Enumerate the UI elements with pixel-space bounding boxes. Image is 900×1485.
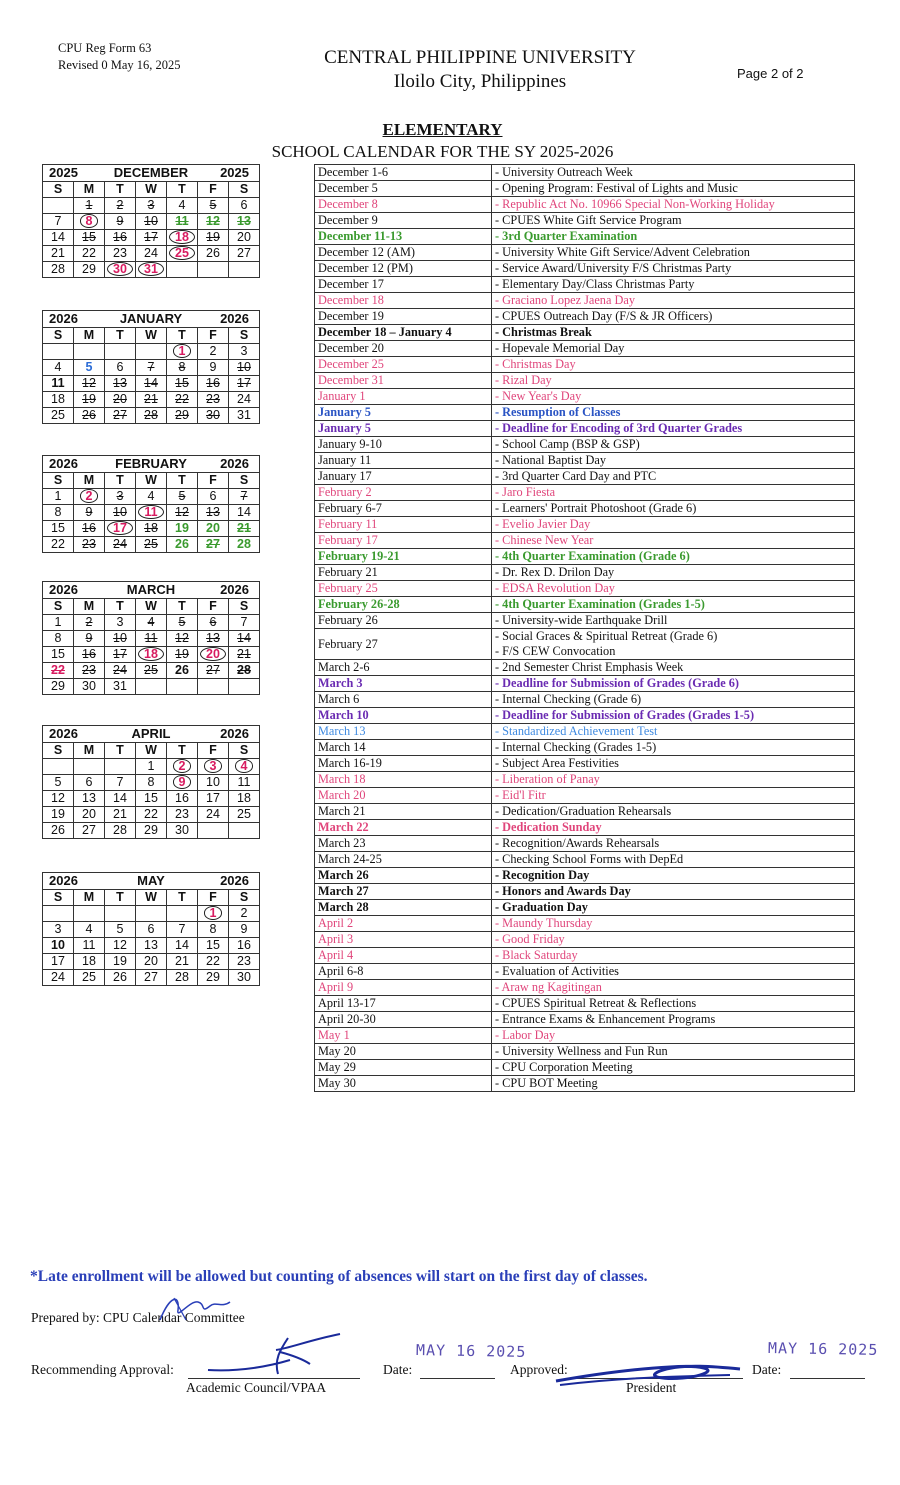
event-description: - Internal Checking (Grade 6) — [492, 692, 855, 708]
event-date: April 6-8 — [315, 964, 492, 980]
event-row — [315, 197, 855, 213]
event-description: - Standardized Achievement Test — [492, 724, 855, 740]
event-date: May 1 — [315, 1028, 492, 1044]
event-row — [315, 788, 855, 804]
event-row — [315, 868, 855, 884]
event-description: - 4th Quarter Examination (Grade 6) — [492, 549, 855, 565]
event-description: - Resumption of Classes — [492, 405, 855, 421]
event-description: - 3rd Quarter Examination — [492, 229, 855, 245]
received-stamp-2: MAY 16 2025 — [767, 1339, 879, 1359]
event-date: December 12 (PM) — [315, 261, 492, 277]
event-row — [315, 948, 855, 964]
late-enrollment-note: *Late enrollment will be allowed but counting of absences will start on the first day of classes. — [30, 1268, 648, 1285]
event-description: - University Outreach Week — [492, 165, 855, 181]
event-date: February 26 — [315, 613, 492, 629]
level-title: ELEMENTARY — [382, 120, 503, 139]
event-date: December 12 (AM) — [315, 245, 492, 261]
event-date: January 17 — [315, 469, 492, 485]
event-date: January 9-10 — [315, 437, 492, 453]
event-description: - Opening Program: Festival of Lights and Music — [492, 181, 855, 197]
event-row — [315, 613, 855, 629]
event-description: - Eid'l Fitr — [492, 788, 855, 804]
date-label-1: Date: — [383, 1362, 413, 1377]
event-description: - Good Friday — [492, 932, 855, 948]
event-row — [315, 581, 855, 597]
event-description: - Graciano Lopez Jaena Day — [492, 293, 855, 309]
event-description: - Evaluation of Activities — [492, 964, 855, 980]
event-date: December 31 — [315, 373, 492, 389]
event-row — [315, 373, 855, 389]
event-description: - 4th Quarter Examination (Grades 1-5) — [492, 597, 855, 613]
event-description: - Maundy Thursday — [492, 916, 855, 932]
event-description: - Graduation Day — [492, 900, 855, 916]
event-row — [315, 820, 855, 836]
event-description: - Chinese New Year — [492, 533, 855, 549]
event-date: January 1 — [315, 389, 492, 405]
event-row — [315, 341, 855, 357]
event-date: March 10 — [315, 708, 492, 724]
event-row — [315, 597, 855, 613]
mini-calendar-december: 2025 DECEMBER 2025 S M T W T F S 1 2 3 4 5 6 7 8 9 10 11 12 13 14 15 16 17 18 19 20 21 22 23 24 25 26 27 28 29 30 31 — [42, 164, 260, 278]
date-label-2: Date: — [752, 1362, 782, 1377]
form-identifier — [58, 40, 181, 74]
event-description: - Dedication Sunday — [492, 820, 855, 836]
event-date: January 11 — [315, 453, 492, 469]
event-description: - Recognition Day — [492, 868, 855, 884]
event-description: - University White Gift Service/Advent Celebration — [492, 245, 855, 261]
event-date: February 19-21 — [315, 549, 492, 565]
event-description: - Araw ng Kagitingan — [492, 980, 855, 996]
form-number: CPU Reg Form 63 — [58, 41, 152, 55]
event-description: - Hopevale Memorial Day — [492, 341, 855, 357]
event-row — [315, 629, 855, 660]
event-date: April 13-17 — [315, 996, 492, 1012]
event-row — [315, 565, 855, 581]
event-date: May 30 — [315, 1076, 492, 1092]
event-date: December 25 — [315, 357, 492, 373]
event-description: - Jaro Fiesta — [492, 485, 855, 501]
university-city: Iloilo City, Philippines — [393, 71, 567, 92]
event-row — [315, 213, 855, 229]
event-date: March 27 — [315, 884, 492, 900]
event-description: - EDSA Revolution Day — [492, 581, 855, 597]
mini-calendar-may: 2026 MAY 2026 S M T W T F S 1 2 3 4 5 6 7 8 9 10 11 12 13 14 15 16 17 18 19 20 21 22 23 24 25 26 27 28 29 30 — [42, 872, 260, 986]
event-description: - University Wellness and Fun Run — [492, 1044, 855, 1060]
event-date: February 27 — [315, 629, 492, 660]
event-description: - Evelio Javier Day — [492, 517, 855, 533]
prepared-by: Prepared by: CPU Calendar Committee — [31, 1310, 245, 1325]
event-row — [315, 708, 855, 724]
event-description: - Checking School Forms with DepEd — [492, 852, 855, 868]
event-row — [315, 229, 855, 245]
event-date: March 26 — [315, 868, 492, 884]
event-description: - Republic Act No. 10966 Special Non-Working Holiday — [492, 197, 855, 213]
event-row — [315, 437, 855, 453]
event-row — [315, 517, 855, 533]
event-date: February 6-7 — [315, 501, 492, 517]
event-description: - Deadline for Submission of Grades (Grades 1-5) — [492, 708, 855, 724]
event-row — [315, 293, 855, 309]
event-row — [315, 660, 855, 676]
event-row — [315, 1076, 855, 1092]
event-date: March 3 — [315, 676, 492, 692]
event-description: - Deadline for Encoding of 3rd Quarter Grades — [492, 421, 855, 437]
event-date: March 22 — [315, 820, 492, 836]
event-description: - Deadline for Submission of Grades (Grade 6) — [492, 676, 855, 692]
event-row — [315, 421, 855, 437]
university-name: CENTRAL PHILIPPINE UNIVERSITY — [324, 47, 636, 68]
event-description: - School Camp (BSP & GSP) — [492, 437, 855, 453]
event-row — [315, 676, 855, 692]
university-block — [300, 46, 660, 94]
event-date: February 17 — [315, 533, 492, 549]
event-row — [315, 804, 855, 820]
recommending-title: Academic Council/VPAA — [186, 1380, 327, 1395]
event-description: - Liberation of Panay — [492, 772, 855, 788]
event-row — [315, 501, 855, 517]
event-description: - Rizal Day — [492, 373, 855, 389]
event-date: March 23 — [315, 836, 492, 852]
event-date: March 20 — [315, 788, 492, 804]
event-description: - University-wide Earthquake Drill — [492, 613, 855, 629]
event-row — [315, 325, 855, 341]
event-row — [315, 916, 855, 932]
event-row — [315, 485, 855, 501]
event-row — [315, 261, 855, 277]
event-row — [315, 1028, 855, 1044]
president-title: President — [626, 1380, 677, 1395]
event-description: - Service Award/University F/S Christmas Party — [492, 261, 855, 277]
approved-label: Approved: — [510, 1362, 568, 1377]
event-date: May 29 — [315, 1060, 492, 1076]
event-description: - Internal Checking (Grades 1-5) — [492, 740, 855, 756]
event-row — [315, 165, 855, 181]
event-date: December 17 — [315, 277, 492, 293]
event-row — [315, 357, 855, 373]
event-date: February 2 — [315, 485, 492, 501]
event-date: December 19 — [315, 309, 492, 325]
event-date: January 5 — [315, 421, 492, 437]
received-stamp-1: MAY 16 2025 — [415, 1341, 527, 1361]
event-row — [315, 405, 855, 421]
event-description: - CPUES Spiritual Retreat & Reflections — [492, 996, 855, 1012]
event-row — [315, 389, 855, 405]
event-description: - CPUES White Gift Service Program — [492, 213, 855, 229]
event-row — [315, 980, 855, 996]
event-row — [315, 836, 855, 852]
event-description: - Honors and Awards Day — [492, 884, 855, 900]
event-date: March 14 — [315, 740, 492, 756]
event-description: - Christmas Day — [492, 357, 855, 373]
event-row — [315, 469, 855, 485]
event-date: March 16-19 — [315, 756, 492, 772]
event-description: - Christmas Break — [492, 325, 855, 341]
date-line-2 — [790, 1378, 865, 1379]
event-description: - CPU Corporation Meeting — [492, 1060, 855, 1076]
event-description: - New Year's Day — [492, 389, 855, 405]
event-date: December 18 – January 4 — [315, 325, 492, 341]
event-row — [315, 245, 855, 261]
event-row — [315, 1012, 855, 1028]
event-row — [315, 549, 855, 565]
event-date: December 8 — [315, 197, 492, 213]
event-date: April 2 — [315, 916, 492, 932]
event-row — [315, 900, 855, 916]
event-row — [315, 181, 855, 197]
event-description: - 2nd Semester Christ Emphasis Week — [492, 660, 855, 676]
event-date: March 28 — [315, 900, 492, 916]
event-row — [315, 1044, 855, 1060]
event-line: - Social Graces & Spiritual Retreat (Grade 6) — [495, 629, 718, 643]
event-description: - Dedication/Graduation Rehearsals — [492, 804, 855, 820]
event-date: December 18 — [315, 293, 492, 309]
committee-signature — [150, 1290, 240, 1326]
event-description: - Entrance Exams & Enhancement Programs — [492, 1012, 855, 1028]
event-description: - Black Saturday — [492, 948, 855, 964]
event-row — [315, 453, 855, 469]
event-date: February 21 — [315, 565, 492, 581]
event-date: December 11-13 — [315, 229, 492, 245]
president-signature — [550, 1355, 750, 1390]
event-row — [315, 692, 855, 708]
event-row — [315, 277, 855, 293]
event-date: January 5 — [315, 405, 492, 421]
mini-calendar-april: 2026 APRIL 2026 S M T W T F S 1 2 3 4 5 6 7 8 9 10 11 12 13 14 15 16 17 18 19 20 21 22 23 24 25 26 27 28 29 30 — [42, 725, 260, 839]
event-row — [315, 533, 855, 549]
mini-calendar-march: 2026 MARCH 2026 S M T W T F S 1 2 3 4 5 6 7 8 9 10 11 12 13 14 15 16 17 18 19 20 21 22 23 24 25 26 27 28 29 30 31 — [42, 581, 260, 695]
event-description: - National Baptist Day — [492, 453, 855, 469]
event-description: - CPU BOT Meeting — [492, 1076, 855, 1092]
event-date: December 1-6 — [315, 165, 492, 181]
event-date: March 6 — [315, 692, 492, 708]
event-date: February 11 — [315, 517, 492, 533]
event-date: March 2-6 — [315, 660, 492, 676]
event-description: - Labor Day — [492, 1028, 855, 1044]
event-description: - 3rd Quarter Card Day and PTC — [492, 469, 855, 485]
event-row — [315, 1060, 855, 1076]
event-row — [315, 964, 855, 980]
event-row — [315, 884, 855, 900]
event-row — [315, 852, 855, 868]
event-description: - Subject Area Festivities — [492, 756, 855, 772]
event-description: - Elementary Day/Class Christmas Party — [492, 277, 855, 293]
event-row — [315, 932, 855, 948]
event-row — [315, 724, 855, 740]
event-row — [315, 772, 855, 788]
event-description — [492, 629, 855, 660]
event-date: February 26-28 — [315, 597, 492, 613]
event-date: April 4 — [315, 948, 492, 964]
mini-calendar-february: 2026 FEBRUARY 2026 S M T W T F S 1 2 3 4 5 6 7 8 9 10 11 12 13 14 15 16 17 18 19 20 21 22 23 24 25 26 27 28 — [42, 455, 260, 553]
event-date: February 25 — [315, 581, 492, 597]
event-description: - Dr. Rex D. Drilon Day — [492, 565, 855, 581]
event-row — [315, 996, 855, 1012]
vpaa-signature — [200, 1330, 350, 1380]
event-description: - Recognition/Awards Rehearsals — [492, 836, 855, 852]
event-date: April 20-30 — [315, 1012, 492, 1028]
event-date: March 24-25 — [315, 852, 492, 868]
mini-calendar-january: 2026 JANUARY 2026 S M T W T F S 1 2 3 4 5 6 7 8 9 10 11 12 13 14 15 16 17 18 19 20 21 22 23 24 25 26 27 28 29 30 31 — [42, 310, 260, 424]
date-line-1 — [420, 1378, 495, 1379]
event-row — [315, 740, 855, 756]
event-date: December 20 — [315, 341, 492, 357]
event-row — [315, 756, 855, 772]
event-line: - F/S CEW Convocation — [495, 644, 616, 658]
event-date: March 13 — [315, 724, 492, 740]
events-table — [314, 164, 855, 1092]
revision-date: Revised 0 May 16, 2025 — [58, 58, 181, 72]
event-date: May 20 — [315, 1044, 492, 1060]
event-date: March 21 — [315, 804, 492, 820]
event-description: - Learners' Portrait Photoshoot (Grade 6) — [492, 501, 855, 517]
event-row — [315, 309, 855, 325]
event-date: March 18 — [315, 772, 492, 788]
calendar-title: SCHOOL CALENDAR FOR THE SY 2025-2026 — [271, 142, 614, 161]
page-number: Page 2 of 2 — [737, 66, 804, 81]
event-date: December 5 — [315, 181, 492, 197]
recommending-approval-label: Recommending Approval: — [31, 1362, 174, 1377]
event-description: - CPUES Outreach Day (F/S & JR Officers) — [492, 309, 855, 325]
event-date: April 9 — [315, 980, 492, 996]
event-date: April 3 — [315, 932, 492, 948]
event-date: December 9 — [315, 213, 492, 229]
